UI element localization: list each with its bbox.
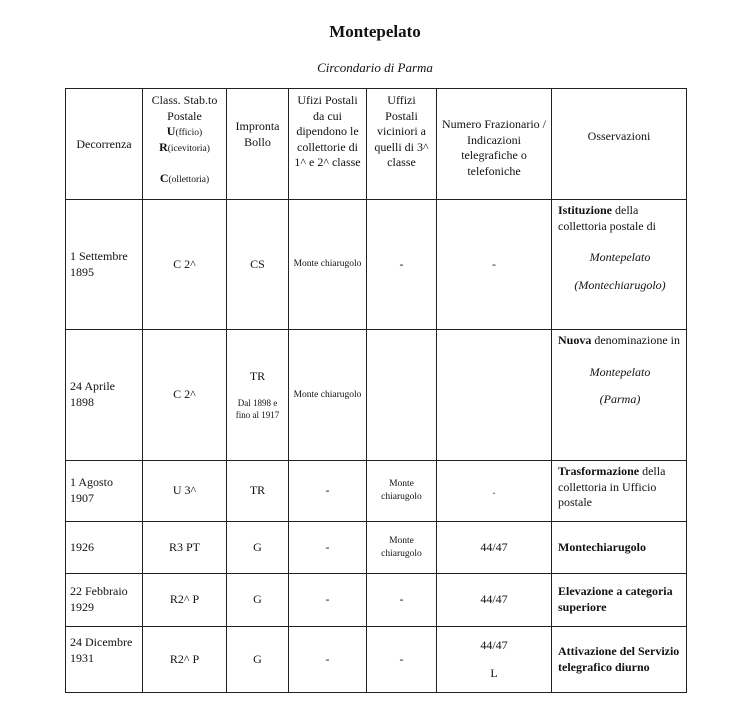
obs-name2: (Montechiarugolo) — [574, 277, 666, 292]
cell-ufizi: - — [289, 461, 367, 522]
cell-classe: R2^ P — [143, 627, 227, 693]
cell-bollo: G — [227, 574, 289, 627]
header-impronta: Impronta Bollo — [227, 89, 289, 200]
cell-uffizi: Monte chiarugolo — [367, 522, 437, 574]
header-classe-c: C — [159, 171, 169, 186]
cell-osservazioni — [552, 627, 687, 693]
cell-ufizi: - — [289, 627, 367, 693]
cell-decorrenza: 24 Aprile 1898 — [66, 330, 143, 461]
obs-name1: Montepelato — [589, 250, 651, 265]
table-row — [66, 330, 687, 461]
header-classe-u-rest: (fficio) — [175, 128, 203, 139]
cell-uffizi: - — [367, 627, 437, 693]
header-classe-r: R — [159, 140, 168, 154]
header-decorrenza: Decorrenza — [66, 89, 143, 200]
history-table — [65, 88, 687, 693]
cell-numero — [437, 627, 552, 693]
page-subtitle: Circondario di Parma — [317, 60, 433, 75]
header-numero: Numero Frazionario / Indicazioni telegrafiche o telefoniche — [437, 89, 552, 200]
cell-bollo: G — [227, 522, 289, 574]
cell-numero — [437, 330, 552, 461]
obs-text: denominazione in — [591, 333, 680, 347]
cell-classe: C 2^ — [143, 330, 227, 461]
cell-osservazioni — [552, 522, 687, 574]
obs-bold: Montechiarugolo — [558, 539, 646, 554]
header-classe-c-rest: (ollettoria) — [168, 175, 210, 186]
cell-bollo-value: TR — [249, 369, 266, 384]
cell-numero: 44/47 — [437, 574, 552, 627]
cell-numero: 44/47 — [437, 522, 552, 574]
cell-ufizi: Monte chiarugolo — [289, 200, 367, 330]
cell-decorrenza: 1926 — [66, 522, 143, 574]
cell-ufizi: - — [289, 522, 367, 574]
cell-numero: . — [437, 461, 552, 522]
cell-osservazioni — [552, 330, 687, 461]
cell-uffizi: Monte chiarugolo — [367, 461, 437, 522]
cell-classe: C 2^ — [143, 200, 227, 330]
header-osservazioni: Osservazioni — [552, 89, 687, 200]
cell-bollo-note: Dal 1898 e fino al 1917 — [235, 397, 280, 420]
cell-uffizi: - — [367, 574, 437, 627]
cell-decorrenza: 1 Settembre 1895 — [66, 200, 143, 330]
cell-ufizi: Monte chiarugolo — [289, 330, 367, 461]
header-classe-r-rest: (icevitoria) — [167, 144, 210, 154]
header-uffizi: Uffizi Postali viciniori a quelli di 3^ classe — [367, 89, 437, 200]
cell-bollo: TR — [227, 461, 289, 522]
cell-osservazioni — [552, 200, 687, 330]
header-classe-u: U — [166, 124, 176, 139]
cell-decorrenza: 24 Dicembre 1931 — [66, 627, 143, 693]
table-header-row — [66, 89, 687, 200]
table-row — [66, 522, 687, 574]
cell-classe: R3 PT — [143, 522, 227, 574]
header-ufizi: Ufizi Postali da cui dipendono le collettorie di 1^ e 2^ classe — [289, 89, 367, 200]
table-row — [66, 574, 687, 627]
table-row — [66, 627, 687, 693]
header-classe-line2: Postale — [167, 108, 202, 123]
cell-numero-extra: L — [490, 665, 498, 680]
cell-decorrenza: 22 Febbraio 1929 — [66, 574, 143, 627]
cell-classe: R2^ P — [143, 574, 227, 627]
cell-classe: U 3^ — [143, 461, 227, 522]
cell-bollo: CS — [227, 200, 289, 330]
cell-bollo: G — [227, 627, 289, 693]
obs-bold: Trasformazione — [558, 464, 640, 478]
cell-osservazioni — [552, 574, 687, 627]
obs-bold: Elevazione a categoria superiore — [558, 584, 673, 614]
obs-text: della collettoria postale di — [558, 203, 656, 233]
page-title: Montepelato — [329, 22, 421, 41]
cell-numero-value: 44/47 — [480, 637, 508, 652]
header-classe — [143, 89, 227, 200]
obs-bold: Nuova — [558, 333, 592, 347]
cell-decorrenza: 1 Agosto 1907 — [66, 461, 143, 522]
cell-numero: - — [437, 200, 552, 330]
table-row — [66, 461, 687, 522]
cell-uffizi — [367, 330, 437, 461]
header-classe-line1: Class. Stab.to — [151, 93, 218, 107]
obs-text: della collettoria in Ufficio postale — [558, 464, 666, 510]
obs-bold: Attivazione del Servizio telegrafico diurno — [558, 643, 680, 674]
obs-name2: (Parma) — [599, 392, 641, 407]
cell-uffizi: - — [367, 200, 437, 330]
cell-ufizi: - — [289, 574, 367, 627]
obs-bold: Istituzione — [558, 203, 612, 217]
table-row — [66, 200, 687, 330]
cell-osservazioni — [552, 461, 687, 522]
cell-bollo — [227, 330, 289, 461]
obs-name1: Montepelato — [589, 364, 651, 379]
